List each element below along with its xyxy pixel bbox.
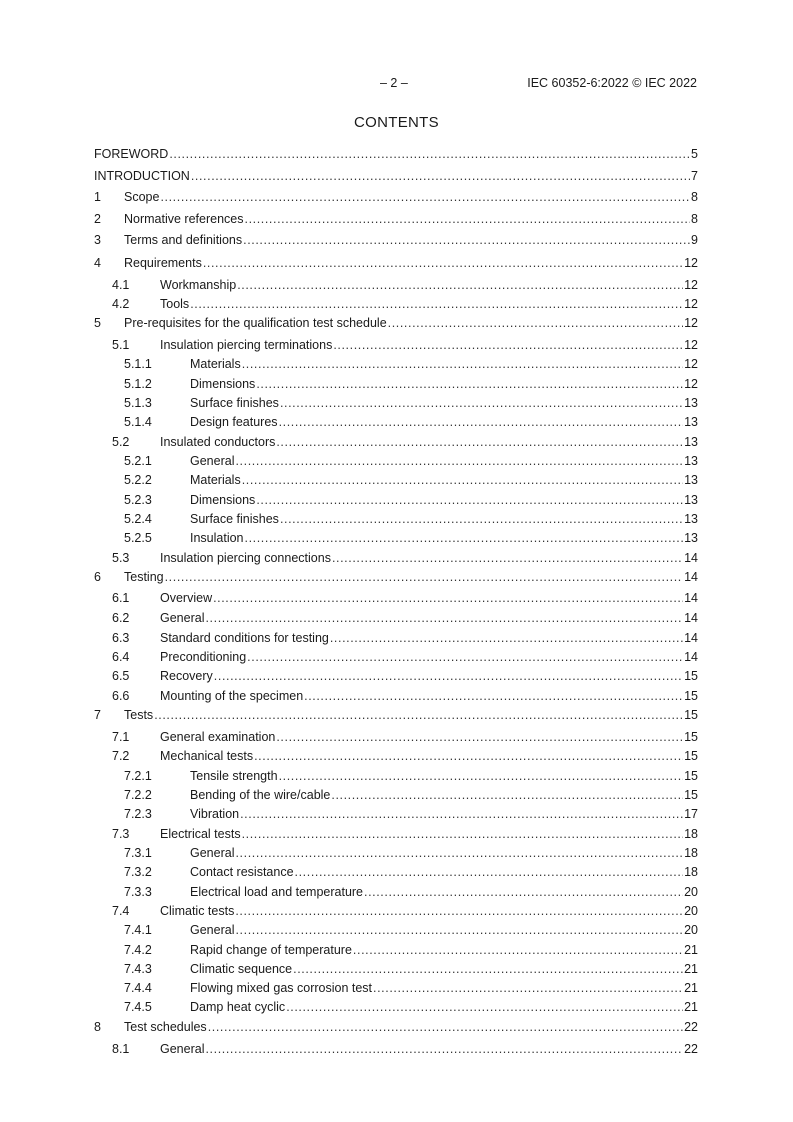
toc-entry-page: 13 [684,435,698,449]
toc-leader-dots [276,728,683,746]
toc-entry-number: 6.5 [112,669,130,683]
toc-entry[interactable] [94,921,698,939]
toc-entry[interactable] [94,231,698,249]
toc-entry-number: 7.2.3 [124,807,152,821]
toc-entry-number: 7.4.2 [124,943,152,957]
toc-entry-title: Insulation piercing connections [160,551,331,565]
toc-entry-page: 15 [684,769,698,783]
toc-leader-dots [243,231,690,249]
toc-leader-dots [208,1018,683,1036]
toc-entry[interactable] [94,960,698,978]
toc-entry-title: Climatic sequence [190,962,293,976]
toc-entry[interactable] [94,167,698,185]
toc-entry-number: 7.3.2 [124,865,152,879]
toc-leader-dots [245,210,691,228]
toc-entry-title: Mounting of the specimen [160,689,304,703]
toc-entry-title: Preconditioning [160,650,247,664]
toc-entry-page: 21 [684,962,698,976]
toc-entry-page: 21 [684,1000,698,1014]
toc-entry-number: 7.2 [112,749,130,763]
toc-entry-page: 15 [684,708,698,722]
toc-entry[interactable] [94,667,698,685]
toc-leader-dots [235,844,683,862]
toc-entry[interactable] [94,394,698,412]
toc-entry[interactable] [94,883,698,901]
toc-entry-page: 13 [684,531,698,545]
toc-leader-dots [235,452,683,470]
page-number: – 2 – [380,76,408,90]
toc-entry-title: Pre-requisites for the qualification test schedule [124,316,387,330]
toc-entry[interactable] [94,941,698,959]
toc-entry[interactable] [94,979,698,997]
toc-entry[interactable] [94,609,698,627]
toc-leader-dots [191,167,690,185]
toc-leader-dots [304,687,683,705]
toc-entry-title: Materials [190,357,241,371]
toc-leader-dots [247,648,683,666]
toc-entry[interactable] [94,355,698,373]
toc-entry-title: Rapid change of temperature [190,943,352,957]
toc-entry-page: 14 [684,591,698,605]
toc-entry-number: 5.2.5 [124,531,152,545]
toc-entry-page: 14 [684,611,698,625]
toc-entry[interactable] [94,375,698,393]
toc-leader-dots [293,960,683,978]
toc-entry-page: 13 [684,454,698,468]
toc-entry[interactable] [94,336,698,354]
toc-entry-number: 5.1.3 [124,396,152,410]
toc-leader-dots [235,902,683,920]
toc-entry-title: Test schedules [124,1020,207,1034]
toc-entry-title: General [190,846,235,860]
toc-entry-number: 4.1 [112,278,130,292]
toc-entry[interactable] [94,471,698,489]
toc-leader-dots [242,471,683,489]
toc-entry-number: 8 [94,1020,101,1034]
toc-entry-title: Insulated conductors [160,435,276,449]
toc-leader-dots [373,979,683,997]
toc-leader-dots [333,336,683,354]
toc-entry[interactable] [94,747,698,765]
toc-entry[interactable] [94,276,698,294]
toc-entry-number: 7.4.4 [124,981,152,995]
toc-entry[interactable] [94,254,698,272]
toc-entry[interactable] [94,314,698,332]
toc-entry-page: 22 [684,1042,698,1056]
toc-entry-number: 7.3.1 [124,846,152,860]
toc-leader-dots [205,1040,683,1058]
toc-entry-page: 14 [684,570,698,584]
toc-entry-page: 15 [684,669,698,683]
toc-entry[interactable] [94,728,698,746]
toc-entry-page: 12 [684,297,698,311]
toc-entry[interactable] [94,687,698,705]
toc-entry-page: 7 [691,169,698,183]
toc-leader-dots [279,413,684,431]
toc-entry-title: Insulation piercing terminations [160,338,333,352]
toc-entry-number: 7.3 [112,827,130,841]
toc-entry-page: 12 [684,316,698,330]
toc-leader-dots [280,510,683,528]
toc-leader-dots [240,805,683,823]
toc-leader-dots [332,549,683,567]
toc-leader-dots [256,375,683,393]
toc-entry[interactable] [94,998,698,1016]
toc-entry-title: Recovery [160,669,213,683]
toc-entry-title: Normative references [124,212,244,226]
toc-entry[interactable] [94,529,698,547]
toc-entry-number: 1 [94,190,101,204]
toc-entry-number: 7 [94,708,101,722]
toc-entry[interactable] [94,629,698,647]
toc-entry-number: 2 [94,212,101,226]
toc-entry-number: 5.1.4 [124,415,152,429]
toc-entry-page: 17 [684,807,698,821]
toc-entry-title: General [160,611,205,625]
toc-leader-dots [190,295,683,313]
toc-entry-page: 13 [684,396,698,410]
toc-leader-dots [364,883,683,901]
toc-entry-number: 4.2 [112,297,130,311]
toc-entry-page: 14 [684,631,698,645]
toc-entry-title: Tools [160,297,190,311]
toc-entry-number: 5.2.3 [124,493,152,507]
toc-entry-title: Insulation [190,531,244,545]
toc-leader-dots [331,786,683,804]
toc-entry-number: 5.2.2 [124,473,152,487]
toc-entry-number: 7.1 [112,730,130,744]
toc-entry-title: Design features [190,415,278,429]
toc-leader-dots [388,314,683,332]
toc-leader-dots [213,589,683,607]
toc-entry-number: 6 [94,570,101,584]
toc-entry-number: 5.1.2 [124,377,152,391]
toc-leader-dots [242,825,684,843]
toc-entry[interactable] [94,295,698,313]
toc-entry-number: 7.2.2 [124,788,152,802]
toc-entry[interactable] [94,413,698,431]
toc-entry-title: General [190,454,235,468]
toc-entry-page: 12 [684,278,698,292]
toc-entry-title: Requirements [124,256,202,270]
toc-entry-page: 13 [684,493,698,507]
toc-entry[interactable] [94,786,698,804]
toc-leader-dots [256,491,683,509]
toc-entry-page: 9 [691,233,698,247]
toc-leader-dots [214,667,683,685]
toc-entry[interactable] [94,844,698,862]
toc-entry-number: 7.4 [112,904,130,918]
toc-entry-title: INTRODUCTION [94,169,190,183]
toc-leader-dots [203,254,683,272]
toc-entry-title: Electrical load and temperature [190,885,364,899]
toc-entry-page: 15 [684,730,698,744]
toc-entry-number: 5.1.1 [124,357,152,371]
toc-entry-number: 5.3 [112,551,130,565]
toc-entry-title: Vibration [190,807,240,821]
toc-entry-title: Surface finishes [190,512,279,526]
toc-entry-page: 13 [684,512,698,526]
toc-entry-number: 6.2 [112,611,130,625]
toc-entry-title: FOREWORD [94,147,169,161]
page-title: CONTENTS [354,114,439,131]
toc-entry-title: Contact resistance [190,865,294,879]
toc-entry-number: 5 [94,316,101,330]
toc-entry-number: 8.1 [112,1042,130,1056]
toc-entry-number: 5.2.4 [124,512,152,526]
toc-entry[interactable] [94,589,698,607]
toc-entry-number: 6.3 [112,631,130,645]
toc-entry[interactable] [94,433,698,451]
toc-entry-page: 14 [684,551,698,565]
toc-entry-title: Tensile strength [190,769,278,783]
toc-leader-dots [276,433,683,451]
toc-leader-dots [205,609,683,627]
toc-entry-title: Terms and definitions [124,233,243,247]
toc-entry-number: 7.4.1 [124,923,152,937]
toc-leader-dots [280,394,683,412]
toc-entry[interactable] [94,568,698,586]
toc-leader-dots [286,998,683,1016]
toc-entry-page: 12 [684,338,698,352]
toc-entry-page: 21 [684,943,698,957]
toc-entry-page: 20 [684,923,698,937]
toc-entry-title: Testing [124,570,164,584]
toc-entry-page: 15 [684,788,698,802]
toc-entry-page: 18 [684,827,698,841]
toc-entry-number: 3 [94,233,101,247]
toc-entry-page: 13 [684,415,698,429]
toc-leader-dots [295,863,684,881]
toc-entry[interactable] [94,549,698,567]
toc-entry-page: 12 [684,357,698,371]
toc-entry[interactable] [94,210,698,228]
toc-entry-page: 18 [684,846,698,860]
toc-entry-title: Climatic tests [160,904,235,918]
toc-entry[interactable] [94,491,698,509]
toc-entry-title: Materials [190,473,241,487]
toc-entry-title: Flowing mixed gas corrosion test [190,981,373,995]
toc-entry-title: Workmanship [160,278,237,292]
toc-entry[interactable] [94,188,698,206]
toc-entry-title: General [190,923,235,937]
toc-entry-page: 15 [684,749,698,763]
toc-leader-dots [160,188,690,206]
toc-leader-dots [165,568,683,586]
toc-entry[interactable] [94,452,698,470]
toc-entry[interactable] [94,1040,698,1058]
toc-entry[interactable] [94,767,698,785]
toc-entry-title: Damp heat cyclic [190,1000,286,1014]
toc-leader-dots [245,529,684,547]
toc-entry-page: 8 [691,212,698,226]
toc-entry-title: Standard conditions for testing [160,631,329,645]
toc-entry-page: 21 [684,981,698,995]
toc-entry[interactable] [94,706,698,724]
toc-entry-number: 6.1 [112,591,130,605]
toc-entry[interactable] [94,805,698,823]
toc-entry-title: Surface finishes [190,396,279,410]
toc-entry-page: 15 [684,689,698,703]
toc-entry-number: 5.2.1 [124,454,152,468]
toc-entry-page: 14 [684,650,698,664]
toc-entry-title: Electrical tests [160,827,241,841]
toc-leader-dots [330,629,683,647]
toc-entry[interactable] [94,825,698,843]
document-id: IEC 60352-6:2022 © IEC 2022 [527,76,697,90]
toc-entry-page: 12 [684,377,698,391]
toc-entry-number: 7.4.3 [124,962,152,976]
toc-entry-number: 5.2 [112,435,130,449]
toc-entry-title: General examination [160,730,276,744]
toc-leader-dots [279,767,684,785]
toc-entry-title: Bending of the wire/cable [190,788,331,802]
toc-leader-dots [254,747,683,765]
toc-entry-page: 12 [684,256,698,270]
toc-entry-number: 7.4.5 [124,1000,152,1014]
toc-entry-page: 18 [684,865,698,879]
toc-leader-dots [235,921,683,939]
toc-entry-title: Mechanical tests [160,749,254,763]
toc-entry-title: Overview [160,591,213,605]
toc-entry-title: General [160,1042,205,1056]
toc-leader-dots [242,355,683,373]
toc-entry-title: Tests [124,708,154,722]
toc-entry[interactable] [94,145,698,163]
toc-leader-dots [237,276,683,294]
toc-entry-page: 5 [691,147,698,161]
toc-leader-dots [169,145,690,163]
toc-leader-dots [154,706,683,724]
toc-entry-number: 6.6 [112,689,130,703]
toc-entry-title: Scope [124,190,160,204]
toc-entry[interactable] [94,902,698,920]
toc-entry-number: 4 [94,256,101,270]
toc-entry[interactable] [94,1018,698,1036]
toc-entry[interactable] [94,863,698,881]
toc-entry-number: 7.2.1 [124,769,152,783]
toc-entry[interactable] [94,648,698,666]
toc-entry-number: 7.3.3 [124,885,152,899]
toc-entry-number: 5.1 [112,338,130,352]
toc-entry-page: 22 [684,1020,698,1034]
toc-leader-dots [353,941,683,959]
toc-entry-number: 6.4 [112,650,130,664]
toc-entry[interactable] [94,510,698,528]
toc-entry-page: 20 [684,904,698,918]
toc-entry-title: Dimensions [190,493,256,507]
toc-entry-page: 13 [684,473,698,487]
toc-entry-page: 20 [684,885,698,899]
toc-entry-page: 8 [691,190,698,204]
toc-entry-title: Dimensions [190,377,256,391]
